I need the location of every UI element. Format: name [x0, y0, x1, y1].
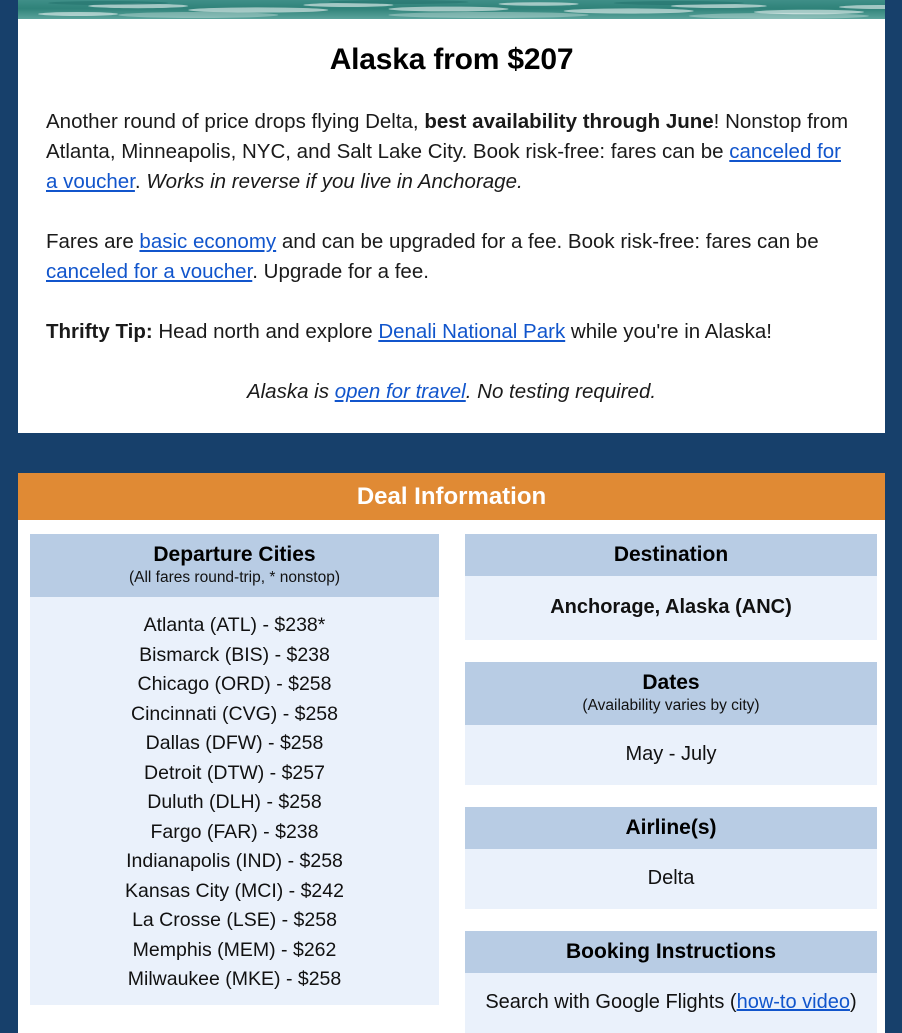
destination-value: Anchorage, Alaska (ANC): [550, 596, 792, 618]
departure-city-item: Milwaukee (MKE) - $258: [127, 968, 342, 990]
paragraph-text: Another round of price drops flying Delta,: [46, 110, 425, 133]
departure-city-item: Memphis (MEM) - $262: [132, 938, 337, 961]
deal-paragraph: [46, 377, 857, 407]
dates-panel: [465, 662, 877, 785]
airlines-value: Delta: [647, 867, 695, 889]
italic-text: Works in reverse if you live in Anchorage.: [146, 170, 523, 193]
booking-instructions-panel: [465, 931, 877, 1033]
airlines-body: [465, 849, 877, 909]
departure-city-item: La Crosse (LSE) - $258: [132, 909, 337, 931]
deal-details-column: [465, 534, 877, 1033]
departure-cities-header: [30, 534, 439, 597]
departure-city-item: Cincinnati (CVG) - $258: [131, 702, 338, 725]
booking-instructions-header: [465, 931, 877, 973]
departure-cities-panel: [30, 534, 439, 1005]
paragraph-text: . Upgrade for a fee.: [252, 260, 429, 283]
destination-header: [465, 534, 877, 576]
paragraph-text: .: [134, 170, 147, 193]
booking-prefix-text: Search with Google Flights (: [485, 991, 737, 1013]
departure-city-item: Chicago (ORD) - $258: [137, 673, 332, 695]
inline-link[interactable]: canceled for a voucher: [46, 260, 253, 283]
inline-link[interactable]: Denali National Park: [378, 320, 566, 343]
booking-suffix-text: ): [849, 991, 857, 1013]
departure-cities-title: Departure Cities: [153, 543, 316, 566]
departure-city-item: Atlanta (ATL) - $238*: [143, 614, 326, 636]
departure-city-item: Dallas (DFW) - $258: [145, 732, 324, 754]
page-title: Alaska from $207: [329, 43, 574, 76]
departure-city-item: Duluth (DLH) - $258: [147, 791, 322, 813]
booking-instructions-title: Booking Instructions: [566, 940, 776, 963]
departure-cities-list: [30, 597, 439, 1005]
italic-text: . No testing required.: [465, 380, 657, 403]
inline-link[interactable]: open for travel: [334, 380, 466, 403]
departure-city-item: Bismarck (BIS) - $238: [139, 643, 330, 666]
deal-description: [46, 107, 857, 407]
deal-paragraph: [46, 227, 857, 287]
paragraph-text: Fares are: [46, 230, 140, 253]
how-to-video-link[interactable]: how-to video: [736, 991, 850, 1013]
paragraph-text: while you're in Alaska!: [565, 320, 772, 343]
inline-link[interactable]: basic economy: [139, 230, 277, 253]
deal-information-title: Deal Information: [356, 482, 547, 510]
airlines-panel: [465, 807, 877, 909]
dates-title: Dates: [642, 671, 700, 694]
dates-subtitle: (Availability varies by city): [582, 697, 760, 714]
paragraph-text: Head north and explore: [152, 320, 379, 343]
departure-city-item: Detroit (DTW) - $257: [144, 761, 325, 784]
departure-city-item: Kansas City (MCI) - $242: [125, 879, 344, 902]
deal-paragraph: [46, 317, 857, 347]
booking-instructions-value: [473, 987, 869, 1017]
bold-text: Thrifty Tip:: [46, 320, 153, 343]
departure-cities-subtitle: (All fares round-trip, * nonstop): [128, 569, 341, 586]
inline-link[interactable]: canceled for a voucher: [46, 140, 841, 193]
destination-panel: [465, 534, 877, 640]
departure-cities-column: [30, 534, 439, 1005]
italic-text: Alaska is: [246, 380, 335, 403]
dates-header: [465, 662, 877, 725]
section-spacer: [18, 433, 885, 473]
deal-information-header: [18, 473, 885, 520]
deal-paragraph: [46, 107, 857, 197]
departure-city-item: Fargo (FAR) - $238: [150, 820, 319, 843]
hero-ocean-image: [18, 0, 885, 19]
paragraph-text: and can be upgraded for a fee. Book risk-free: fares can be: [276, 230, 819, 253]
dates-body: [465, 725, 877, 785]
airlines-title: Airline(s): [625, 816, 717, 839]
destination-body: [465, 576, 877, 640]
paragraph-text: ! Nonstop from Atlanta, Minneapolis, NYC, and Salt Lake City. Book risk-free: fares can be: [46, 110, 849, 163]
deal-content-card: [18, 19, 885, 433]
departure-city-item: Indianapolis (IND) - $258: [126, 850, 343, 872]
booking-instructions-body: [465, 973, 877, 1033]
airlines-header: [465, 807, 877, 849]
destination-title: Destination: [613, 543, 729, 566]
bold-text: best availability through June: [424, 110, 714, 133]
dates-value: May - July: [625, 743, 717, 765]
deal-information-body: [18, 520, 885, 1033]
